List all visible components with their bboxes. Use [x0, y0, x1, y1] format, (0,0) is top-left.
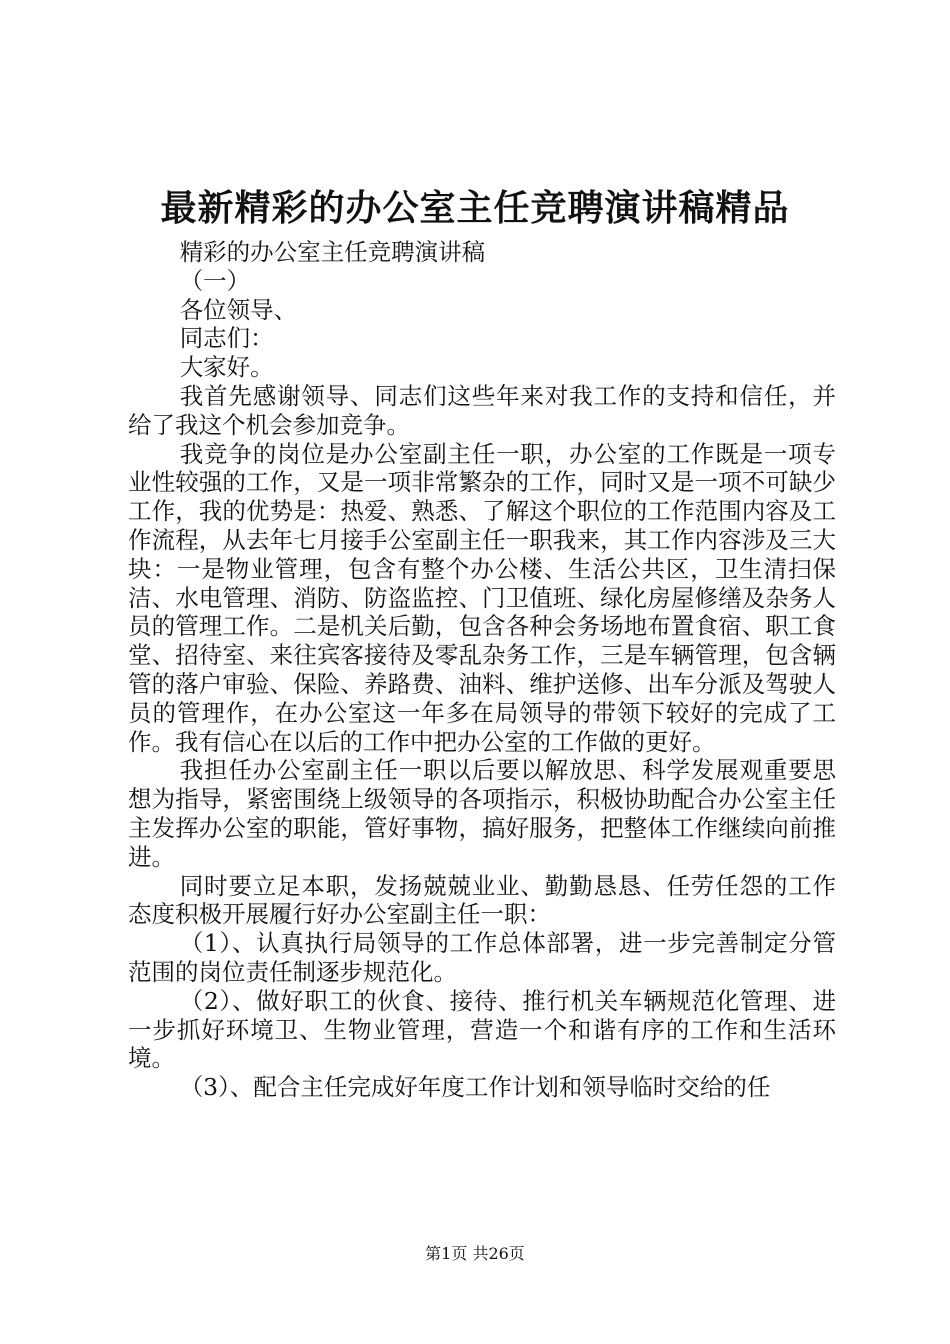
list-item-paragraph: （3）、配合主任完成好年度工作计划和领导临时交给的任: [179, 1073, 771, 1102]
list-item-paragraph: （2）、做好职工的伙食、接待、推行机关车辆规范化管理、进一步抓好环境卫、生物业管理，营造一个和谐有序的工作和生活环境。: [128, 986, 836, 1073]
document-title: 最新精彩的办公室主任竞聘演讲稿精品: [160, 187, 790, 229]
body-paragraph: 我担任办公室副主任一职以后要以解放思、科学发展观重要思想为指导，紧密围绕上级领导的各项指示，积极协助配合办公室主任主发挥办公室的职能，管好事物，搞好服务，把整体工作继续向前推进。: [128, 756, 836, 871]
page-footer: 第1页 共26页: [425, 1244, 525, 1263]
list-item-paragraph: （1）、认真执行局领导的工作总体部署，进一步完善制定分管范围的岗位责任制逐步规范化。: [128, 929, 836, 986]
salutation-paragraph: 各位领导、: [179, 295, 298, 324]
salutation-paragraph: 同志们：: [179, 324, 274, 353]
document-body: [128, 238, 836, 1102]
section-number-paragraph: （一）: [179, 266, 251, 295]
body-paragraph: 我竞争的岗位是办公室副主任一职，办公室的工作既是一项专业性较强的工作，又是一项非常繁杂的工作，同时又是一项不可缺少工作，我的优势是：热爱、熟悉、了解这个职位的工作范围内容及工作流程，从去年七月接手公室副主任一职我来，其工作内容涉及三大块：一是物业管理，包含有整个办公楼、生活公共区，卫生清扫保洁、水电管理、消防、防盗监控、门卫值班、绿化房屋修缮及杂务人员的管理工作。二是机关后勤，包含各种会务场地布置食宿、职工食堂、招待室、来往宾客接待及零乱杂务工作，三是车辆管理，包含辆管的落户审验、保险、养路费、油料、维护送修、出车分派及驾驶人员的管理作，在办公室这一年多在局领导的带领下较好的完成了工作。我有信心在以后的工作中把办公室的工作做的更好。: [128, 439, 836, 756]
greeting-paragraph: 大家好。: [179, 353, 274, 382]
subtitle-paragraph: 精彩的办公室主任竞聘演讲稿: [179, 238, 486, 266]
body-paragraph: 我首先感谢领导、同志们这些年来对我工作的支持和信任，并给了我这个机会参加竞争。: [128, 381, 836, 439]
body-paragraph: 同时要立足本职，发扬兢兢业业、勤勤恳恳、任劳任怨的工作态度积极开展履行好办公室副主任一职：: [128, 871, 836, 929]
